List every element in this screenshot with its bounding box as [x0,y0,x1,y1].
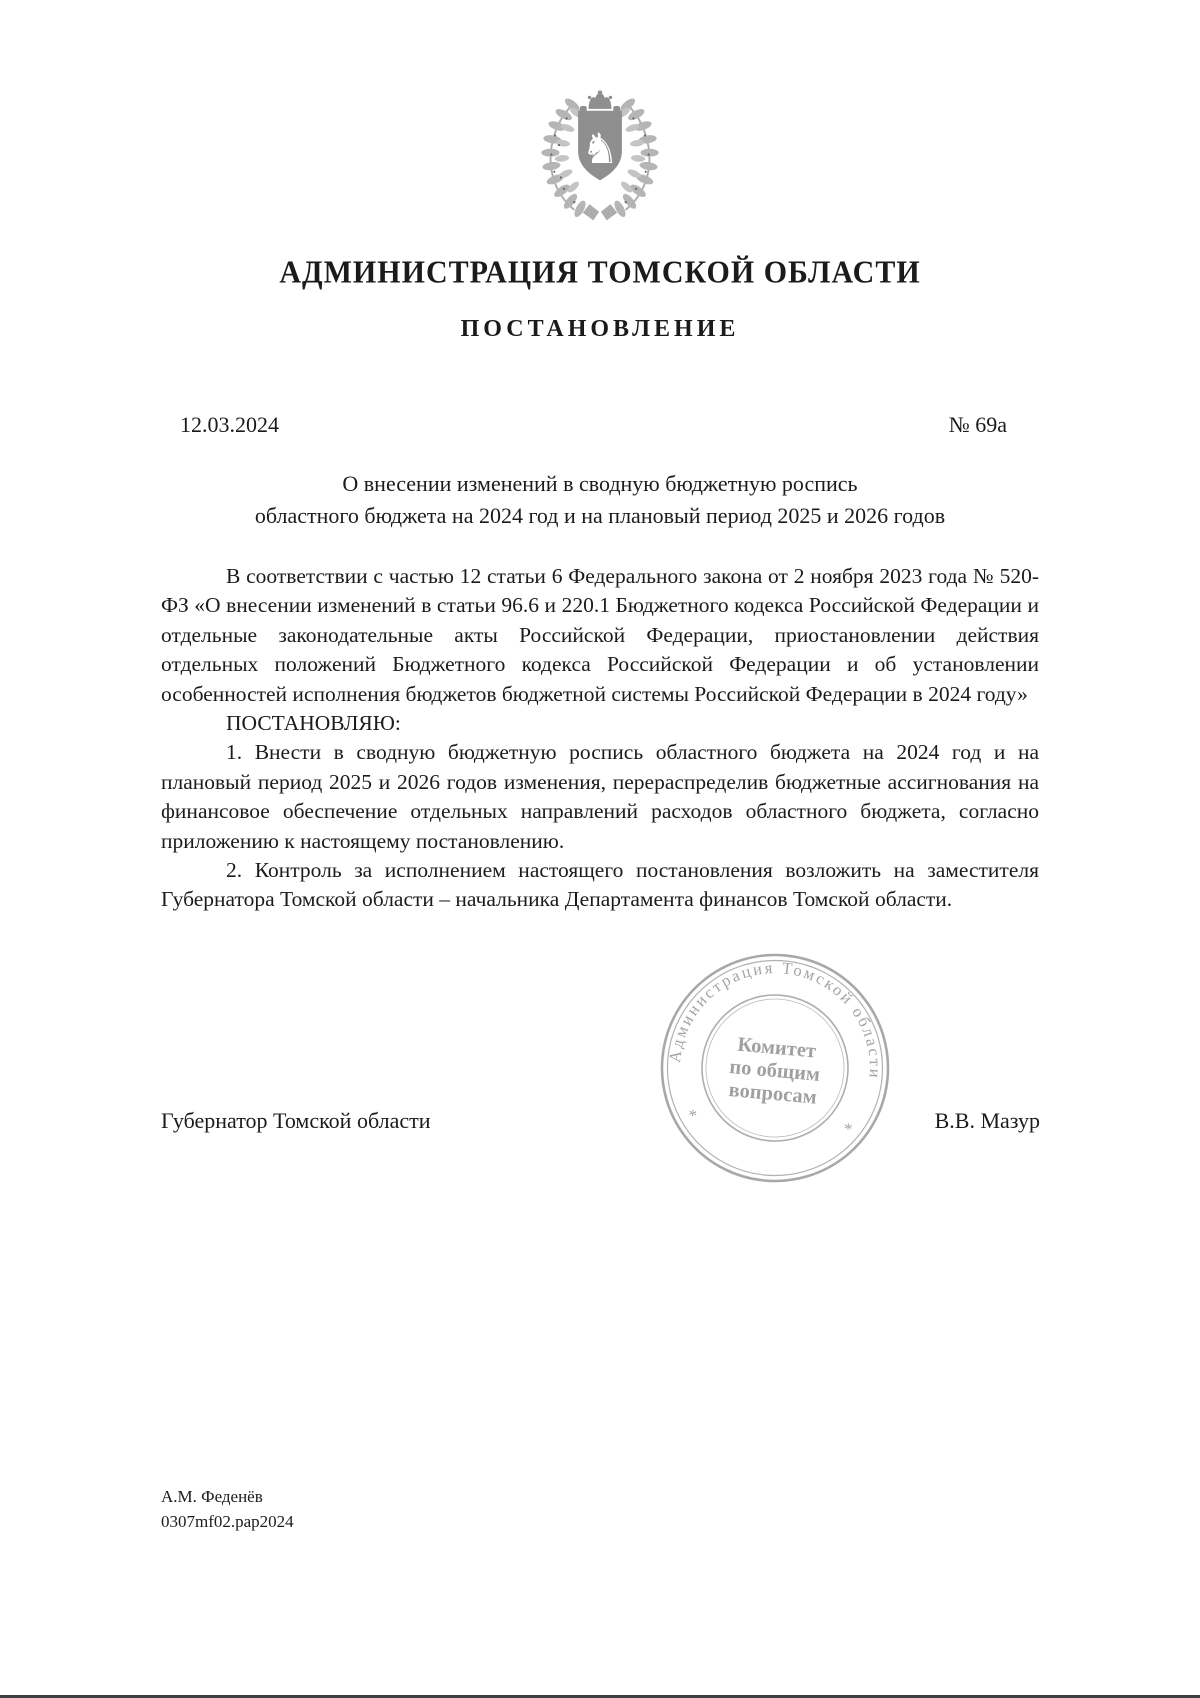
document-type-title: ПОСТАНОВЛЕНИЕ [460,316,740,342]
body-item-2: 2. Контроль за исполнением настоящего постановления возложить на заместителя Губернатора Томской области – начальника Департамента финансов Томской области. [161,858,1039,912]
subject-line-2: областного бюджета на 2024 год и на плановый период 2025 и 2026 годов [254,503,946,528]
preamble-paragraph: В соответствии с частью 12 статьи 6 Федерального закона от 2 ноября 2023 года № 520-ФЗ «О внесении изменений в статьи 96.6 и 220.1 Бюджетного кодекса Российской Федерации и отдельные законодательные акты Российской Федерации, приостановлении действия отдельных положений Бюджетного кодекса Российской Федерации и об установлении особенностей исполнения бюджетов бюджетной системы Российской Федерации в 2024 году» [161,564,1039,706]
official-round-stamp [655,948,895,1188]
document-number: № 69а [948,412,1007,437]
subject-line-1: О внесении изменений в сводную бюджетную роспись [342,471,858,496]
organization-name: АДМИНИСТРАЦИЯ ТОМСКОЙ ОБЛАСТИ [279,255,921,290]
stamp-ring-text: Администрация Томской области [664,957,886,1081]
document-subject [160,468,1040,532]
document-footer [161,1484,294,1534]
stamp-center-line-2: по общим [728,1056,821,1086]
ribbon-icon [583,204,617,220]
crown-icon [588,90,612,108]
signer-position: Губернатор Томской области [161,1108,431,1133]
document-date: 12.03.2024 [180,412,279,437]
stamp-separator-left: * [687,1105,698,1126]
executor-name: А.М. Феденёв [161,1487,263,1506]
document-body [161,562,1039,915]
horse-figure-icon: ♞ [581,124,619,174]
stamp-center-line-1: Комитет [736,1033,817,1063]
signer-name: В.В. Мазур [934,1108,1040,1133]
tomsk-oblast-coat-of-arms-icon [538,86,662,227]
file-code: 0307mf02.pap2024 [161,1512,294,1531]
stamp-separator-right: * [842,1119,854,1139]
body-item-1: 1. Внести в сводную бюджетную роспись областного бюджета на 2024 год и на плановый период 2025 и 2026 годов изменения, перераспределив бюджетные ассигнования на финансовое обеспечение отдельных направлений расходов областного бюджета, согласно приложению к настоящему постановлению. [161,740,1039,853]
resolution-word: ПОСТАНОВЛЯЮ: [226,711,401,736]
stamp-center-line-3: вопросам [727,1079,818,1109]
shield-icon [578,106,622,180]
